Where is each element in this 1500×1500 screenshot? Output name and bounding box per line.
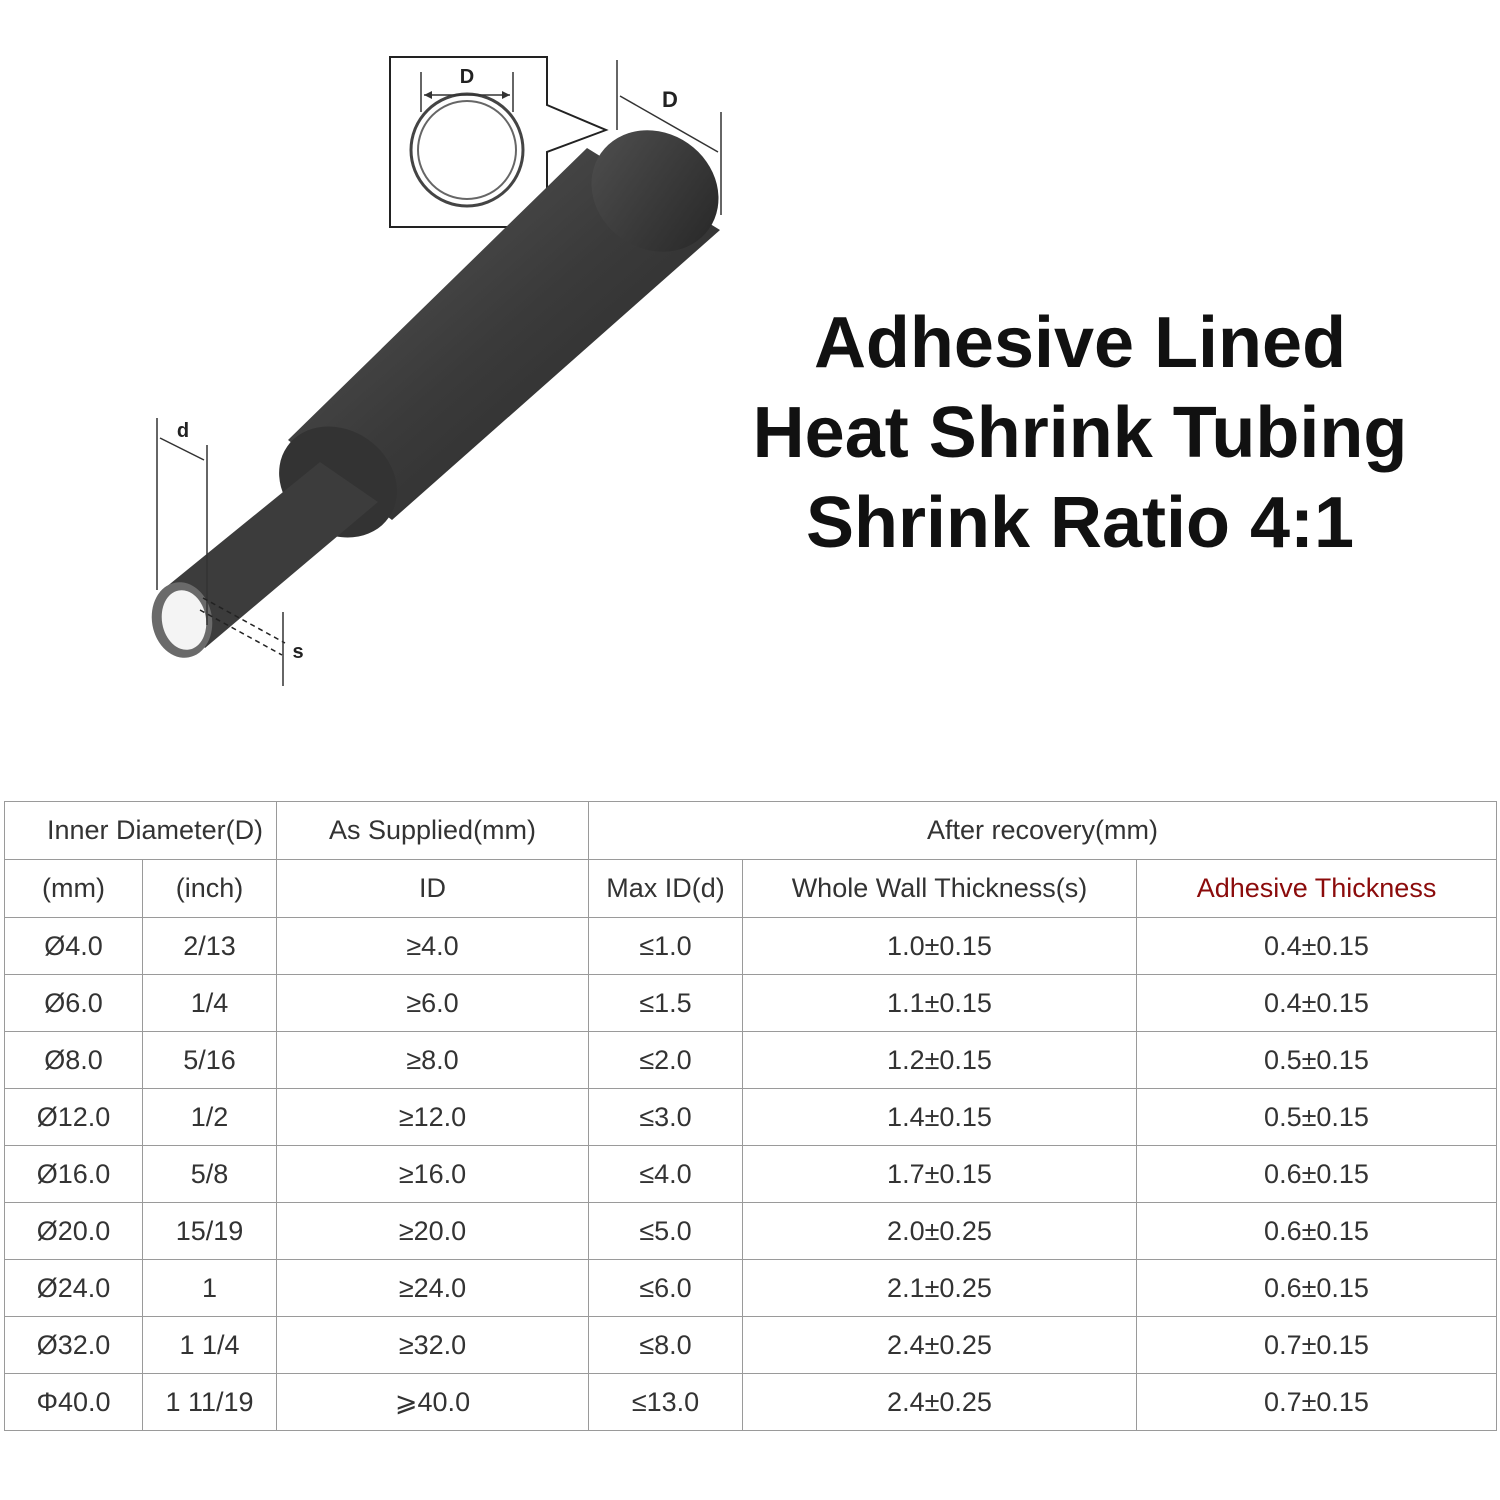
cell-max-id: ≤1.0: [589, 918, 743, 975]
sub-header-row: [5, 860, 1497, 918]
cell-id: ⩾40.0: [277, 1374, 589, 1431]
group-header-row: [5, 802, 1497, 860]
cell-inch: 1/2: [143, 1089, 277, 1146]
cell-id: ≥8.0: [277, 1032, 589, 1089]
cell-id: ≥12.0: [277, 1089, 589, 1146]
header-inner-diameter: Inner Diameter(D): [5, 802, 277, 860]
cell-mm: Ø4.0: [5, 918, 143, 975]
cell-adhesive-thickness: 0.5±0.15: [1137, 1089, 1497, 1146]
cell-max-id: ≤2.0: [589, 1032, 743, 1089]
cell-adhesive-thickness: 0.5±0.15: [1137, 1032, 1497, 1089]
cell-mm: Ø32.0: [5, 1317, 143, 1374]
label-d: d: [176, 420, 190, 442]
cell-wall-thickness: 2.0±0.25: [743, 1203, 1137, 1260]
cell-wall-thickness: 2.4±0.25: [743, 1374, 1137, 1431]
label-D-side: D: [662, 87, 678, 112]
cell-id: ≥16.0: [277, 1146, 589, 1203]
cell-inch: 2/13: [143, 918, 277, 975]
product-title: [700, 298, 1460, 568]
cell-adhesive-thickness: 0.6±0.15: [1137, 1203, 1497, 1260]
cell-adhesive-thickness: 0.6±0.15: [1137, 1260, 1497, 1317]
cell-id: ≥32.0: [277, 1317, 589, 1374]
table-row: [5, 1089, 1497, 1146]
cell-inch: 1/4: [143, 975, 277, 1032]
cell-wall-thickness: 1.2±0.15: [743, 1032, 1137, 1089]
table-row: [5, 918, 1497, 975]
cell-mm: Ø6.0: [5, 975, 143, 1032]
title-line-3: Shrink Ratio 4:1: [805, 483, 1355, 563]
table-row: [5, 1317, 1497, 1374]
cell-inch: 15/19: [143, 1203, 277, 1260]
cell-adhesive-thickness: 0.7±0.15: [1137, 1317, 1497, 1374]
cell-adhesive-thickness: 0.4±0.15: [1137, 975, 1497, 1032]
cell-max-id: ≤13.0: [589, 1374, 743, 1431]
cell-inch: 1 11/19: [143, 1374, 277, 1431]
cell-mm: Ø12.0: [5, 1089, 143, 1146]
cell-wall-thickness: 1.4±0.15: [743, 1089, 1137, 1146]
cell-adhesive-thickness: 0.6±0.15: [1137, 1146, 1497, 1203]
cell-id: ≥6.0: [277, 975, 589, 1032]
cell-max-id: ≤1.5: [589, 975, 743, 1032]
header-inch: (inch): [143, 860, 277, 918]
title-line-2: Heat Shrink Tubing: [752, 393, 1408, 473]
label-s: s: [292, 641, 304, 663]
header-as-supplied: As Supplied(mm): [277, 802, 589, 860]
cell-id: ≥4.0: [277, 918, 589, 975]
title-line-1: Adhesive Lined: [813, 303, 1347, 383]
cell-inch: 1 1/4: [143, 1317, 277, 1374]
header-after-recovery: After recovery(mm): [589, 802, 1497, 860]
cell-max-id: ≤4.0: [589, 1146, 743, 1203]
cell-wall-thickness: 1.7±0.15: [743, 1146, 1137, 1203]
cell-mm: Ø20.0: [5, 1203, 143, 1260]
cell-wall-thickness: 2.1±0.25: [743, 1260, 1137, 1317]
cell-inch: 1: [143, 1260, 277, 1317]
table-row: [5, 1260, 1497, 1317]
cell-mm: Ø16.0: [5, 1146, 143, 1203]
cell-wall-thickness: 2.4±0.25: [743, 1317, 1137, 1374]
cell-wall-thickness: 1.0±0.15: [743, 918, 1137, 975]
table-row: [5, 1203, 1497, 1260]
cell-max-id: ≤8.0: [589, 1317, 743, 1374]
table-row: [5, 975, 1497, 1032]
table-row: [5, 1374, 1497, 1431]
cell-wall-thickness: 1.1±0.15: [743, 975, 1137, 1032]
header-mm: (mm): [5, 860, 143, 918]
cell-mm: Ø8.0: [5, 1032, 143, 1089]
cell-id: ≥20.0: [277, 1203, 589, 1260]
specification-table: [4, 801, 1497, 1431]
cell-id: ≥24.0: [277, 1260, 589, 1317]
cell-adhesive-thickness: 0.7±0.15: [1137, 1374, 1497, 1431]
table-row: [5, 1146, 1497, 1203]
cell-max-id: ≤3.0: [589, 1089, 743, 1146]
cell-max-id: ≤5.0: [589, 1203, 743, 1260]
table-row: [5, 1032, 1497, 1089]
header-adhesive-thickness: Adhesive Thickness: [1137, 860, 1497, 918]
label-D-top: D: [459, 66, 475, 88]
cell-max-id: ≤6.0: [589, 1260, 743, 1317]
cell-mm: Ø24.0: [5, 1260, 143, 1317]
header-max-id: Max ID(d): [589, 860, 743, 918]
cell-inch: 5/8: [143, 1146, 277, 1203]
cell-inch: 5/16: [143, 1032, 277, 1089]
cell-mm: Φ40.0: [5, 1374, 143, 1431]
cell-adhesive-thickness: 0.4±0.15: [1137, 918, 1497, 975]
header-wall-thickness: Whole Wall Thickness(s): [743, 860, 1137, 918]
header-id: ID: [277, 860, 589, 918]
